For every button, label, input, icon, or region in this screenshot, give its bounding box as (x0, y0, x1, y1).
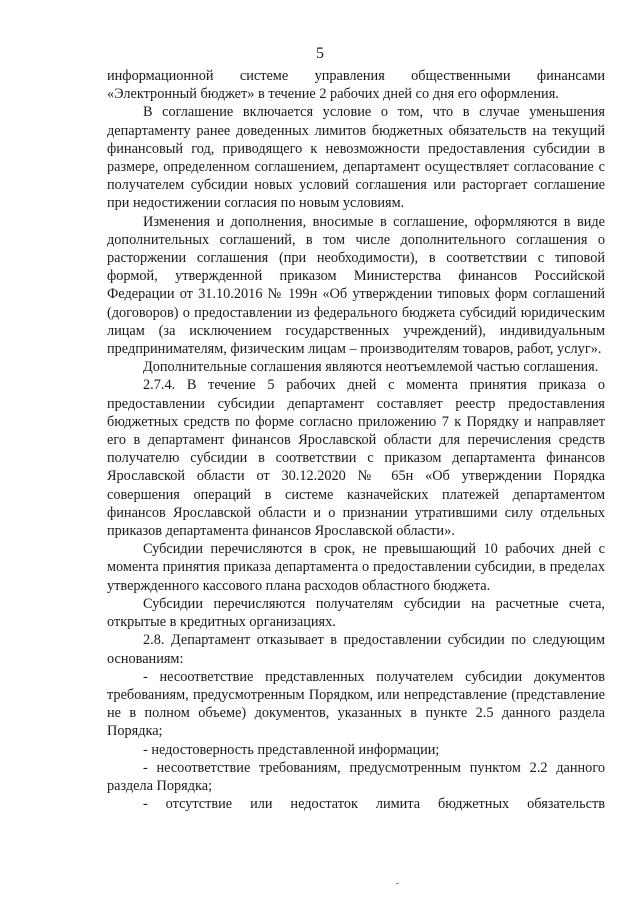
paragraph-2-8-refusal-grounds: 2.8. Департамент отказывает в предоставлении субсидии по следующим основаниям: (107, 632, 605, 667)
document-body (107, 67, 605, 813)
paragraph-settlement-accounts: Субсидии перечисляются получателям субсидии на расчетные счета, открытые в кредитных организациях. (107, 595, 605, 631)
list-item-documents-mismatch: - несоответствие представленных получателем субсидии документов требованиям, предусмотренным Порядком, или непредставление (представление не в полном объеме) документов, указанных в пункте 2.5 данного раздела Порядка; (107, 668, 605, 740)
paragraph-budget-system-continuation: информационной системе управления общественными финансами «Электронный бюджет» в течение 2 рабочих дней со дня его оформления. (107, 68, 605, 103)
paragraph-2-7-4-registry: 2.7.4. В течение 5 рабочих дней с момента принятия приказа о предоставлении субсидии департамент составляет реестр предоставления бюджетных средств по форме согласно приложению 7 к Порядку и направляет его в департамент финансов Ярославской области для перечисления средств получателю субсидии в соответствии с приказом департамента финансов Ярославской области от 30.12.2020 № 65н «Об утверждении Порядка совершения операций в системе казначейских платежей департаментом финансов Ярославской области и о признании утратившими силу отдельных приказов департамента финансов Ярославской области». (107, 377, 605, 540)
paragraph-transfer-deadline: Субсидии перечисляются в срок, не превышающий 10 рабочих дней с момента принятия приказа департамента о предоставлении субсидии, в пределах утвержденного кассового плана расходов областного бюджета. (107, 541, 605, 594)
paragraph-limit-reduction-condition: В соглашение включается условие о том, что в случае уменьшения департаменту ранее доведенных лимитов бюджетных обязательств на текущий финансовый год, приводящего к невозможности предоставления субсидии в размере, определенном соглашением, департамент осуществляет согласование с получателем субсидии новых условий соглашения или расторгает соглашение при недостижении согласия по новым условиям. (107, 104, 605, 212)
list-item-unreliable-information: - недостоверность представленной информации; (143, 741, 440, 758)
page-number: 5 (316, 45, 324, 62)
list-item-requirements-mismatch: - несоответствие требованиям, предусмотренным пунктом 2.2 данного раздела Порядка; (107, 759, 605, 794)
paragraph-amendments: Изменения и дополнения, вносимые в соглашение, оформляются в виде дополнительных соглашений, в том числе дополнительного соглашения о расторжении соглашения (при необходимости), в соответствии с типовой формой, утвержденной приказом Министерства финансов Российской Федерации от 31.10.2016 № 199н «Об утверждении типовых форм соглашений (договоров) о предоставлении из федерального бюджета субсидий юридическим лицам (за исключением государственных учреждений), индивидуальным предпринимателям, физическим лицам – производителям товаров, работ, услуг». (107, 213, 605, 358)
list-item-budget-limit-shortage: - отсутствие или недостаток лимита бюджетных обязательств (143, 796, 605, 813)
scan-speck (396, 883, 399, 884)
paragraph-additional-agreements: Дополнительные соглашения являются неотъемлемой частью соглашения. (143, 359, 599, 376)
